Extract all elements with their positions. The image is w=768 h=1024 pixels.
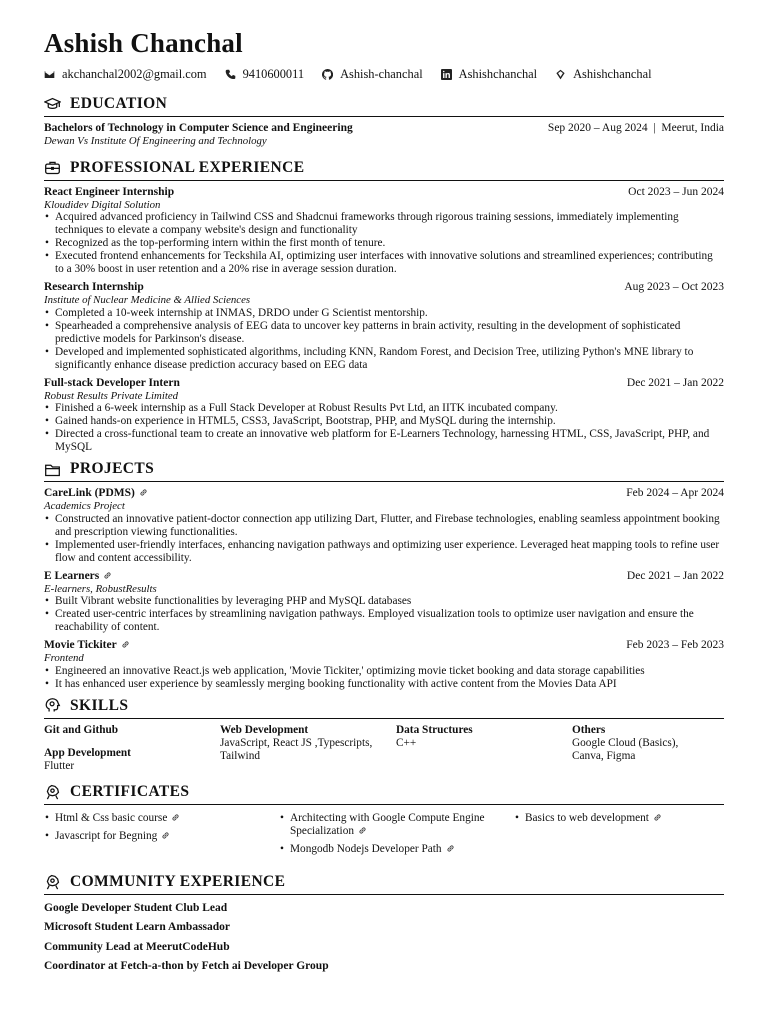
certificate-name: Javascript for Begning xyxy=(55,829,158,842)
project-entry xyxy=(44,487,724,565)
certificates-title: CERTIFICATES xyxy=(70,782,190,800)
entry-bullets xyxy=(44,211,724,276)
contact-linkedin[interactable] xyxy=(441,67,537,82)
contact-github[interactable] xyxy=(322,67,423,82)
brain-icon xyxy=(44,697,61,714)
contact-email-text: akchanchal2002@gmail.com xyxy=(62,66,207,81)
entry-title: E Learners xyxy=(44,569,100,582)
community-header xyxy=(44,873,724,895)
bullet-item: • Spearheaded a comprehensive analysis of EEG data to uncover key patterns in brain activity, resulting in the development of sophisticated predictive models for Parkinson's disease. xyxy=(44,320,724,346)
skill-detail: JavaScript, React JS ,Typescripts, Tailwind xyxy=(220,736,373,762)
experience-entry xyxy=(44,281,724,372)
skill-group xyxy=(44,747,220,773)
certificate-item[interactable] xyxy=(279,843,514,856)
link-icon[interactable] xyxy=(139,488,148,497)
entry-header xyxy=(44,281,724,294)
portfolio-icon xyxy=(555,69,566,80)
entry-bullets xyxy=(44,513,724,565)
experience-section xyxy=(44,159,724,455)
entry-organization: Robust Results Private Limited xyxy=(44,389,179,402)
skill-detail: Flutter xyxy=(44,759,75,772)
entry-header xyxy=(44,487,724,500)
skills-column xyxy=(572,724,724,773)
link-icon[interactable] xyxy=(121,640,130,649)
community-list xyxy=(44,902,724,974)
link-icon[interactable] xyxy=(161,831,170,840)
bullet-item: • Engineered an innovative React.js web application, 'Movie Tickiter,' optimizing movie ticket booking and data storage capabilities xyxy=(44,665,724,678)
entry-bullets xyxy=(44,595,724,634)
community-item: Google Developer Student Club Lead xyxy=(44,901,228,914)
certificate-name: Architecting with Google Compute Engine Specialization xyxy=(290,811,485,837)
bullet-item: • Created user-centric interfaces by streamlining navigation pathways. Employed visualization tools to optimize user navigation and ensure the reachability of content. xyxy=(44,608,724,634)
entry-bullets xyxy=(44,402,724,454)
link-icon[interactable] xyxy=(171,813,180,822)
project-entry xyxy=(44,639,724,691)
bullet-item: • Acquired advanced proficiency in Tailwind CSS and Shadcnui frameworks through rigorous training sessions, immediately implementing techniques to elevate a company website's design and functionality xyxy=(44,211,724,237)
bullet-item: • Recognized as the top-performing intern within the first month of tenure. xyxy=(44,237,724,250)
entry-date: Dec 2021 – Jan 2022 xyxy=(626,376,724,389)
github-icon xyxy=(322,69,333,80)
bullet-item: • Implemented user-friendly interfaces, enhancing navigation pathways and optimizing user experience. Leveraged heat mapping tools to refine user flow and content accessibility. xyxy=(44,539,724,565)
entry-date: Oct 2023 – Jun 2024 xyxy=(628,185,724,198)
link-icon[interactable] xyxy=(446,844,455,853)
bullet-item: • Gained hands-on experience in HTML5, CSS3, JavaScript, Bootstrap, PHP, and MySQL during the internship. xyxy=(44,415,724,428)
entry-title: Research Internship xyxy=(44,281,144,293)
certificate-item[interactable] xyxy=(279,812,514,838)
bullet-item: • It has enhanced user experience by seamlessly merging booking functionality with active content from the Movies Data API xyxy=(44,678,724,691)
briefcase-icon xyxy=(44,159,61,176)
link-icon[interactable] xyxy=(653,813,662,822)
bullet-item: • Built Vibrant website functionalities by leveraging PHP and MySQL databases xyxy=(44,595,724,608)
contact-portfolio[interactable] xyxy=(555,67,651,82)
contact-github-text: Ashish-chanchal xyxy=(340,66,423,81)
entry-bullets xyxy=(44,307,724,372)
education-title: EDUCATION xyxy=(70,95,168,112)
degree-title: Bachelors of Technology in Computer Science and Engineering xyxy=(44,122,353,134)
contact-bar xyxy=(44,66,724,82)
education-section xyxy=(44,95,724,148)
entry-date: Aug 2023 – Oct 2023 xyxy=(624,281,724,293)
community-section xyxy=(44,873,724,974)
community-title: COMMUNITY EXPERIENCE xyxy=(70,872,286,890)
contact-email[interactable] xyxy=(44,67,207,82)
education-header xyxy=(44,95,724,117)
skill-name: Others xyxy=(572,723,606,736)
bullet-item: • Executed frontend enhancements for Teckshila AI, optimizing user interfaces with innovative solutions and streamlined experiences; contributing to a 30% boost in user retention and a 20% rise in average session duration. xyxy=(44,250,724,276)
projects-title: PROJECTS xyxy=(70,460,155,477)
community-icon xyxy=(44,873,61,890)
certificates-section xyxy=(44,783,724,861)
skill-detail: C++ xyxy=(396,736,417,749)
projects-header xyxy=(44,460,724,482)
entry-header xyxy=(44,186,724,199)
experience-header xyxy=(44,159,724,181)
projects-list xyxy=(44,487,724,691)
education-separator: | xyxy=(653,122,656,134)
skill-group xyxy=(220,724,376,763)
entry-date: Feb 2023 – Feb 2023 xyxy=(626,639,724,651)
entry-organization: Academics Project xyxy=(44,500,125,512)
skill-name: App Development xyxy=(44,746,131,759)
entry-bullets xyxy=(44,665,724,691)
entry-title: Full-stack Developer Intern xyxy=(44,376,180,389)
skills-grid xyxy=(44,724,724,773)
skills-header xyxy=(44,697,724,719)
entry-organization: E-learners, RobustResults xyxy=(44,582,157,595)
projects-section xyxy=(44,460,724,691)
contact-phone[interactable] xyxy=(225,67,305,82)
education-row xyxy=(44,122,724,135)
mail-icon xyxy=(44,69,55,80)
bullet-item: • Constructed an innovative patient-doctor connection app utilizing Dart, Flutter, and Firebase technologies, enabling seamless appointment booking and prescription viewing functionalities. xyxy=(44,513,724,539)
link-icon[interactable] xyxy=(103,571,112,580)
entry-title: Movie Tickiter xyxy=(44,639,117,651)
entry-date: Dec 2021 – Jan 2022 xyxy=(626,569,724,582)
skill-group xyxy=(44,724,220,737)
bullet-item: • Developed and implemented sophisticated algorithms, including KNN, Random Forest, and Decision Tree, utilizing Python's MNE library to significantly enhance disease prediction accuracy based on EEG data xyxy=(44,346,724,372)
linkedin-icon xyxy=(441,69,452,80)
certificate-item[interactable] xyxy=(44,812,279,825)
contact-phone-text: 9410600011 xyxy=(242,66,305,81)
skills-title: SKILLS xyxy=(70,696,129,714)
certificate-item[interactable] xyxy=(44,830,279,843)
skill-name: Git and Github xyxy=(44,723,119,736)
school-name: Dewan Vs Institute Of Engineering and Technology xyxy=(44,135,267,147)
certificates-column xyxy=(279,812,514,861)
entry-title: React Engineer Internship xyxy=(44,185,175,198)
entry-organization: Kloudidev Digital Solution xyxy=(44,198,161,211)
entry-header xyxy=(44,377,724,390)
entry-title: CareLink (PDMS) xyxy=(44,487,135,499)
skill-group xyxy=(396,724,572,750)
certificate-name: Mongodb Nodejs Developer Path xyxy=(290,842,442,855)
contact-linkedin-text: Ashishchanchal xyxy=(458,66,538,81)
certificate-icon xyxy=(44,783,61,800)
experience-list xyxy=(44,186,724,455)
certificates-column xyxy=(44,812,279,861)
entry-header xyxy=(44,570,724,583)
folder-icon xyxy=(44,461,61,478)
bullet-item: • Finished a 6-week internship as a Full Stack Developer at Robust Results Pvt Ltd, an IITK incubated company. xyxy=(44,402,724,415)
certificates-column xyxy=(514,812,724,861)
experience-entry xyxy=(44,186,724,277)
certificate-name: Basics to web development xyxy=(525,811,649,824)
skill-group xyxy=(572,724,696,763)
skills-column xyxy=(396,724,572,773)
entry-header xyxy=(44,639,724,652)
community-item: Microsoft Student Learn Ambassador xyxy=(44,921,231,933)
skills-column xyxy=(220,724,396,773)
experience-entry xyxy=(44,377,724,455)
skill-name: Data Structures xyxy=(396,723,473,736)
community-item: Community Lead at MeerutCodeHub xyxy=(44,940,230,953)
certificate-name: Html & Css basic course xyxy=(55,811,168,824)
skills-column xyxy=(44,724,220,773)
skills-section xyxy=(44,697,724,773)
certificate-item[interactable] xyxy=(514,812,724,825)
experience-title: PROFESSIONAL EXPERIENCE xyxy=(70,158,305,176)
link-icon[interactable] xyxy=(358,826,367,835)
bullet-item: • Directed a cross-functional team to create an innovative web platform for E-Learners Technology, harnessing HTML, CSS, JavaScript, PHP, and MySQL xyxy=(44,428,724,454)
entry-date: Feb 2024 – Apr 2024 xyxy=(626,487,724,499)
certificates-header xyxy=(44,783,724,805)
certificates-grid xyxy=(44,812,724,861)
phone-icon xyxy=(225,69,236,80)
education-location: Meerut, India xyxy=(661,122,724,134)
entry-organization: Frontend xyxy=(44,652,84,664)
education-date: Sep 2020 – Aug 2024 xyxy=(547,122,648,134)
entry-organization: Institute of Nuclear Medicine & Allied Sciences xyxy=(44,294,251,306)
contact-portfolio-text: Ashishchanchal xyxy=(573,66,652,81)
skill-detail: Google Cloud (Basics), Canva, Figma xyxy=(572,736,679,762)
education-date-location xyxy=(548,122,724,135)
skill-name: Web Development xyxy=(220,723,309,736)
project-entry xyxy=(44,570,724,635)
candidate-name: Ashish Chanchal xyxy=(44,28,243,58)
community-item: Coordinator at Fetch-a-thon by Fetch ai Developer Group xyxy=(44,960,329,972)
bullet-item: • Completed a 10-week internship at INMAS, DRDO under G Scientist mentorship. xyxy=(44,307,724,320)
graduation-cap-icon xyxy=(44,96,61,113)
